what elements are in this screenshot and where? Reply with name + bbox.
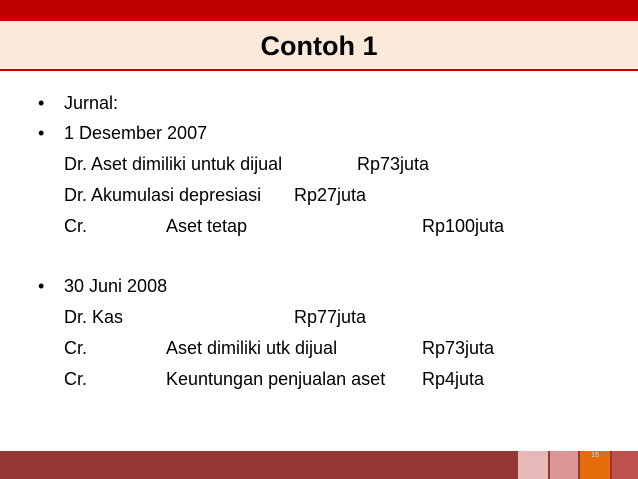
entry-2-2-label: Cr. — [64, 338, 88, 358]
bullet-date-2: 30 Juni 2008 — [64, 276, 168, 296]
bullet-dot: • — [38, 276, 45, 296]
bullet-journal: Jurnal: — [64, 93, 119, 113]
entry-1-1-amount: Rp73juta — [357, 154, 430, 174]
entry-2-3-account: Keuntungan penjualan aset — [166, 369, 386, 389]
slide-title: Contoh 1 — [260, 31, 378, 61]
entry-2-3-amount: Rp4juta — [422, 369, 485, 389]
page-number: 15 — [591, 452, 599, 459]
entry-2-1-label: Dr. Kas — [64, 307, 124, 327]
entry-1-2-amount: Rp27juta — [294, 185, 367, 205]
entry-1-2-label: Dr. Akumulasi depresiasi — [64, 185, 262, 205]
entry-1-1-label: Dr. Aset dimiliki untuk dijual — [64, 154, 283, 174]
entry-1-3-account: Aset tetap — [166, 216, 248, 236]
bullet-dot: • — [38, 123, 45, 143]
bullet-date-1: 1 Desember 2007 — [64, 123, 208, 143]
entry-1-3-amount: Rp100juta — [422, 216, 505, 236]
entry-2-3-label: Cr. — [64, 369, 88, 389]
entry-2-1-amount: Rp77juta — [294, 307, 367, 327]
entry-1-3-label: Cr. — [64, 216, 88, 236]
footer-square — [550, 451, 578, 479]
entry-2-2-amount: Rp73juta — [422, 338, 495, 358]
bullet-dot: • — [38, 93, 45, 113]
entry-2-2-account: Aset dimiliki utk dijual — [166, 338, 338, 358]
footer-square — [612, 451, 638, 479]
footer-square — [518, 451, 548, 479]
